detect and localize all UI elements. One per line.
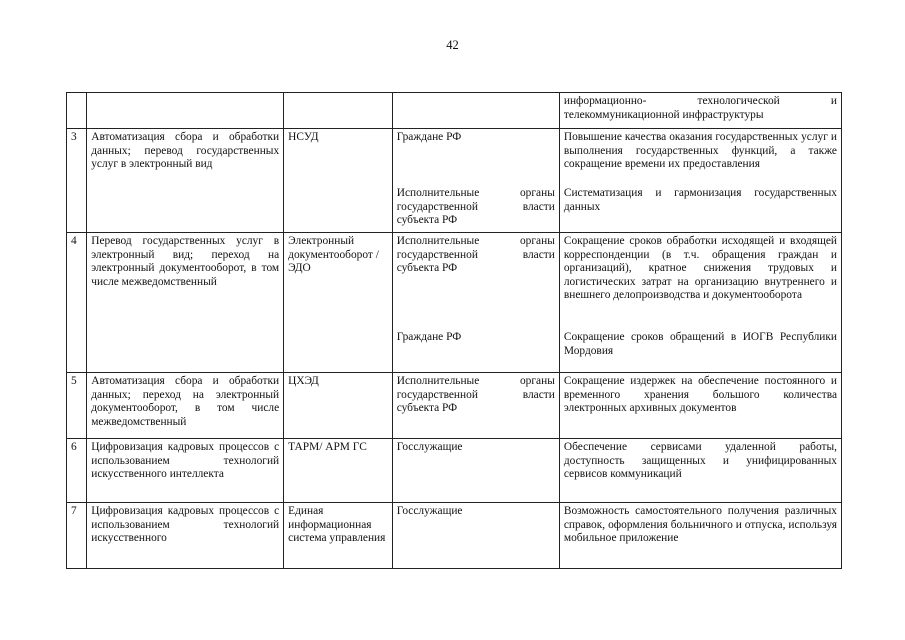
cell-consumer: Госслужащие — [392, 439, 559, 503]
cell-system: ЦХЭД — [284, 373, 393, 439]
cell-process — [87, 93, 284, 129]
table-row — [67, 93, 842, 129]
cell-system: Единая информационная система управления — [284, 503, 393, 569]
cell-system: НСУД — [284, 129, 393, 233]
consumer-item: Исполнительные органы государственной власти субъекта РФ — [396, 187, 555, 227]
table-row — [67, 373, 842, 439]
cell-number: 6 — [67, 439, 87, 503]
cell-process: Автоматизация сбора и обработки данных; переход на электронный документооборот, в том числе межведомственный — [87, 373, 284, 439]
measures-table — [66, 92, 842, 569]
effect-item: Повышение качества оказания государственных услуг и выполнения государственных функций, а также сокращение времени их предоставления — [563, 131, 837, 171]
cell-number — [67, 93, 87, 129]
consumer-item: Исполнительные органы государственной власти субъекта РФ — [396, 235, 555, 275]
cell-process: Автоматизация сбора и обработки данных; перевод государственных услуг в электронный вид — [87, 129, 284, 233]
cell-effect — [559, 129, 841, 233]
cell-system — [284, 93, 393, 129]
cell-number: 3 — [67, 129, 87, 233]
table-row — [67, 129, 842, 233]
table-row — [67, 503, 842, 569]
cell-consumer: Исполнительные органы государственной власти субъекта РФ — [392, 373, 559, 439]
effect-item: Сокращение сроков обращений в ИОГВ Республики Мордовия — [563, 331, 837, 357]
cell-consumer — [392, 129, 559, 233]
table-row — [67, 439, 842, 503]
cell-number: 4 — [67, 233, 87, 373]
page-number: 42 — [446, 38, 459, 52]
cell-consumer — [392, 93, 559, 129]
cell-process: Цифровизация кадровых процессов с использованием технологий искусственного — [87, 503, 284, 569]
cell-effect: Сокращение издержек на обеспечение постоянного и временного хранения большого количества электронных архивных документов — [559, 373, 841, 439]
cell-process: Цифровизация кадровых процессов с использованием технологий искусственного интеллекта — [87, 439, 284, 503]
cell-effect: Обеспечение сервисами удаленной работы, доступность защищенных и унифицированных сервисов коммуникаций — [559, 439, 841, 503]
cell-effect — [559, 233, 841, 373]
effect-item: Систематизация и гармонизация государственных данных — [563, 187, 837, 213]
table-row — [67, 233, 842, 373]
cell-effect: информационно- технологической и телекоммуникационной инфраструктуры — [559, 93, 841, 129]
cell-number: 5 — [67, 373, 87, 439]
cell-effect: Возможность самостоятельного получения различных справок, оформления больничного и отпуска, используя мобильное приложение — [559, 503, 841, 569]
cell-consumer: Госслужащие — [392, 503, 559, 569]
cell-number: 7 — [67, 503, 87, 569]
cell-system: ТАРМ/ АРМ ГС — [284, 439, 393, 503]
cell-process: Перевод государственных услуг в электронный вид; переход на электронный документооборот, в том числе межведомственный — [87, 233, 284, 373]
consumer-item: Граждане РФ — [396, 331, 462, 343]
cell-consumer — [392, 233, 559, 373]
consumer-item: Граждане РФ — [396, 131, 462, 143]
effect-item: Сокращение сроков обработки исходящей и входящей корреспонденции (в т.ч. обращения граждан и организаций), кратное снижения трудовых и логистических затрат на организацию внутреннего и внешнего делопроизводства и документооборота — [563, 235, 837, 302]
cell-system: Электронный документооборот /ЭДО — [284, 233, 393, 373]
